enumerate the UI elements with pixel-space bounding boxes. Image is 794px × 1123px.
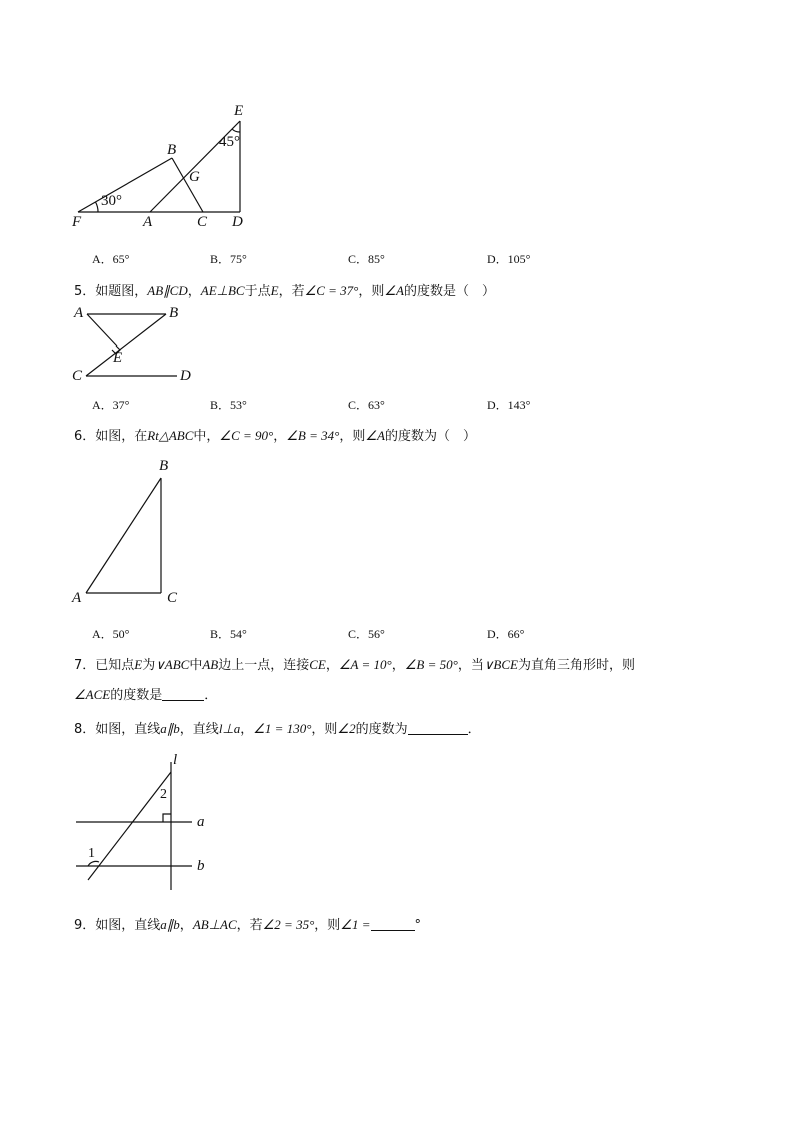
q7-text: 的度数是 bbox=[110, 688, 163, 703]
q7-text: ， bbox=[391, 658, 405, 673]
q5-option-a[interactable]: A．37° bbox=[92, 398, 130, 412]
q7-math: CE bbox=[309, 657, 326, 672]
question-number: 9． bbox=[74, 918, 96, 933]
q6-math: ∠C = 90° bbox=[219, 428, 274, 443]
angle-label-30: 30° bbox=[101, 193, 122, 209]
label-e: E bbox=[113, 350, 123, 366]
q7-math: ∨BCE bbox=[483, 657, 518, 672]
q9-text: ， bbox=[179, 918, 193, 933]
q4-option-c[interactable]: C．85° bbox=[348, 252, 385, 266]
q8-text: ，直线 bbox=[179, 722, 219, 737]
q5-option-d[interactable]: D．143° bbox=[487, 398, 531, 412]
q8-text: ，则 bbox=[311, 722, 338, 737]
q7-text: 边上一点，连接 bbox=[218, 658, 310, 673]
q6-option-a[interactable]: A．50° bbox=[92, 627, 130, 641]
label-g: G bbox=[189, 169, 200, 185]
q7-text: 中 bbox=[189, 658, 203, 673]
q5-math: E bbox=[270, 283, 279, 298]
q6-text: ，则 bbox=[339, 429, 366, 444]
q6-option-b[interactable]: B．54° bbox=[210, 627, 247, 641]
q6-text: ， bbox=[273, 429, 287, 444]
q6-text: 中， bbox=[193, 429, 220, 444]
label-l: l bbox=[173, 752, 178, 768]
q5-math: ∠A bbox=[384, 283, 404, 298]
q7-text: ，当 bbox=[457, 658, 484, 673]
q9-text: ° bbox=[414, 918, 421, 933]
q8-math: ∠1 = 130° bbox=[253, 721, 312, 736]
q5-math: AB∥CD bbox=[147, 283, 188, 298]
q5-text: ，若 bbox=[278, 284, 305, 299]
angle-label-2: 2 bbox=[160, 787, 167, 802]
q6-math: ∠B = 34° bbox=[286, 428, 340, 443]
q5-text: 于点 bbox=[244, 284, 271, 299]
question-number: 6． bbox=[74, 429, 96, 444]
question-9 bbox=[74, 914, 421, 933]
q9-math: ∠2 = 35° bbox=[262, 917, 315, 932]
q5-text: ， bbox=[187, 284, 201, 299]
q7-math: ∠A = 10° bbox=[338, 657, 392, 672]
q4-option-a[interactable]: A．65° bbox=[92, 252, 130, 266]
q6-text: 的度数为（ ） bbox=[384, 429, 476, 444]
q8-math: l⊥a bbox=[218, 721, 241, 736]
label-b: b bbox=[197, 858, 205, 874]
label-e: E bbox=[234, 103, 244, 119]
label-b: B bbox=[167, 142, 177, 158]
label-c: C bbox=[167, 590, 178, 606]
q8-math: ∠2 bbox=[337, 721, 356, 736]
q8-math: a∥b bbox=[160, 721, 180, 736]
q6-text: 如图，在 bbox=[95, 429, 148, 444]
label-a: A bbox=[74, 305, 84, 321]
q5-option-b[interactable]: B．53° bbox=[210, 398, 247, 412]
question-number: 8． bbox=[74, 722, 96, 737]
q8-text: 的度数为 bbox=[355, 722, 408, 737]
q6-math: Rt△ABC bbox=[147, 428, 194, 443]
label-d: D bbox=[232, 214, 243, 230]
q7-text: 已知点 bbox=[95, 658, 135, 673]
label-c: C bbox=[197, 214, 208, 230]
q9-math: ∠1 = bbox=[340, 917, 371, 932]
q8-text: ， bbox=[240, 722, 254, 737]
q8-text: ． bbox=[467, 722, 481, 737]
q5-text: 如题图， bbox=[95, 284, 148, 299]
q6-option-c[interactable]: C．56° bbox=[348, 627, 385, 641]
q5-text: ，则 bbox=[358, 284, 385, 299]
q7-text: 为直角三角形时，则 bbox=[517, 658, 635, 673]
q9-text: 如图，直线 bbox=[95, 918, 161, 933]
label-a: A bbox=[143, 214, 153, 230]
right-angle-mark bbox=[163, 814, 171, 822]
q7-text: 为 bbox=[142, 658, 156, 673]
question-number: 7． bbox=[74, 658, 96, 673]
q8-text: 如图，直线 bbox=[95, 722, 161, 737]
transversal-line bbox=[88, 772, 171, 880]
label-d: D bbox=[180, 368, 191, 384]
q7-math: AB bbox=[202, 657, 219, 672]
angle-arc-1 bbox=[88, 861, 99, 866]
label-a: a bbox=[197, 814, 205, 830]
q4-option-d[interactable]: D．105° bbox=[487, 252, 531, 266]
q9-math: a∥b bbox=[160, 917, 180, 932]
q7-text: ， bbox=[325, 658, 339, 673]
label-f: F bbox=[72, 214, 82, 230]
angle-label-1: 1 bbox=[88, 846, 95, 861]
q5-math: AE⊥BC bbox=[200, 283, 245, 298]
q7-math: E bbox=[134, 657, 143, 672]
q5-math: ∠C = 37° bbox=[304, 283, 359, 298]
q7-math: ∨ABC bbox=[155, 657, 190, 672]
q9-text: ，若 bbox=[236, 918, 263, 933]
label-c: C bbox=[72, 368, 83, 384]
q9-text: ，则 bbox=[314, 918, 341, 933]
q5-text: 的度数是（ ） bbox=[404, 284, 496, 299]
q5-option-c[interactable]: C．63° bbox=[348, 398, 385, 412]
label-b: B bbox=[169, 305, 179, 321]
q6-option-d[interactable]: D．66° bbox=[487, 627, 525, 641]
label-a: A bbox=[72, 590, 82, 606]
question-number: 5． bbox=[74, 284, 96, 299]
q7-text: ． bbox=[204, 688, 218, 703]
q7-math: ∠B = 50° bbox=[404, 657, 458, 672]
q9-math: AB⊥AC bbox=[192, 917, 237, 932]
q4-option-b[interactable]: B．75° bbox=[210, 252, 247, 266]
answer-blank[interactable] bbox=[371, 918, 415, 931]
q7-math: ∠ACE bbox=[74, 687, 111, 702]
label-b: B bbox=[159, 458, 169, 474]
q6-math: ∠A bbox=[365, 428, 385, 443]
angle-label-45: 45° bbox=[219, 134, 240, 150]
